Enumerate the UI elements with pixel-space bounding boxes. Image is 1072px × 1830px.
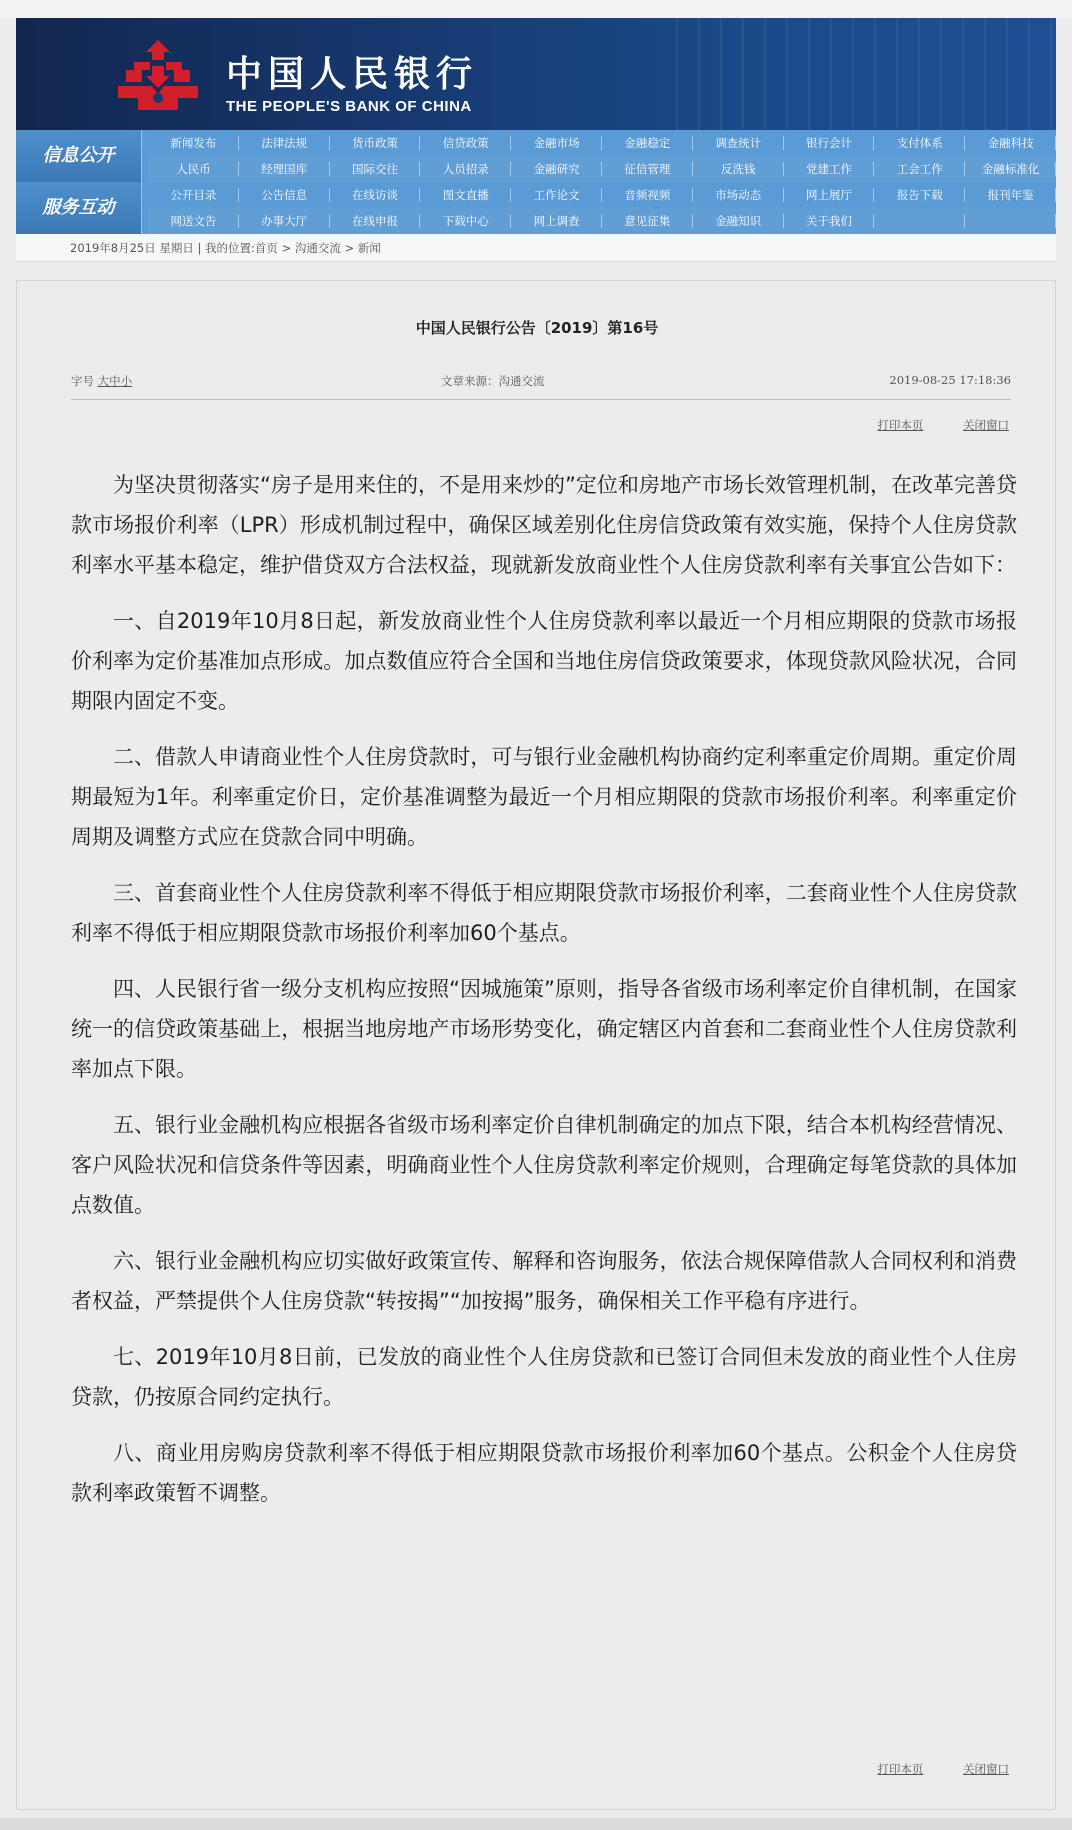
nav-item[interactable]: 金融知识 [693,208,784,234]
nav-item[interactable]: 音频视频 [602,182,693,208]
article-date: 2019-08-25 17:18:36 [889,373,1011,387]
nav-item[interactable]: 网送文告 [148,208,239,234]
main-navigation [16,130,1056,234]
nav-item[interactable]: 金融研究 [511,156,602,182]
font-size-medium-link[interactable]: 中 [109,374,121,388]
article-paragraph: 八、商业用房购房贷款利率不得低于相应期限贷款市场报价利率加60个基点。公积金个人住房贷款利率政策暂不调整。 [71,1441,1017,1505]
nav-item[interactable]: 市场动态 [693,182,784,208]
nav-item[interactable]: 金融标准化 [965,156,1056,182]
article-body [71,465,1017,1529]
nav-item[interactable]: 党建工作 [784,156,875,182]
nav-grid [148,130,1056,234]
nav-item[interactable]: 报刊年鉴 [965,182,1056,208]
nav-empty-cell [874,208,965,234]
nav-item[interactable]: 经理国库 [239,156,330,182]
nav-item[interactable]: 公开目录 [148,182,239,208]
font-size-small-link[interactable]: 小 [120,374,133,388]
breadcrumb: 2019年8月25日 星期日 | 我的位置:首页 > 沟通交流 > 新闻 [16,234,1056,262]
font-size-switcher [71,373,132,389]
nav-item[interactable]: 关于我们 [784,208,875,234]
nav-item[interactable]: 法律法规 [239,130,330,156]
nav-empty-cell [965,208,1056,234]
site-banner [16,18,1056,130]
meta-divider [71,399,1011,400]
article-paragraph: 一、自2019年10月8日起，新发放商业性个人住房贷款利率以最近一个月相应期限的贷款市场报价利率为定价基准加点形成。加点数值应符合全国和当地住房信贷政策要求，体现贷款风险状况，合同期限内固定不变。 [71,609,1017,713]
nav-item[interactable]: 银行会计 [784,130,875,156]
nav-item[interactable]: 报告下载 [874,182,965,208]
pboc-logo-icon [112,36,204,114]
nav-item[interactable]: 公告信息 [239,182,330,208]
nav-item[interactable]: 网上展厅 [784,182,875,208]
close-window-link[interactable]: 关闭窗口 [963,1762,1009,1776]
nav-section-label-service: 服务互动 [16,182,142,234]
article-paragraph: 七、2019年10月8日前，已发放的商业性个人住房贷款和已签订合同但未发放的商业性个人住房贷款，仍按原合同约定执行。 [71,1345,1017,1409]
article-title: 中国人民银行公告〔2019〕第16号 [415,319,659,337]
nav-item[interactable]: 网上调查 [511,208,602,234]
top-strip [0,0,1072,18]
nav-item[interactable]: 人员招录 [420,156,511,182]
print-page-link[interactable]: 打印本页 [877,418,924,432]
font-size-prefix: 字号 [71,374,94,388]
nav-item[interactable]: 意见征集 [602,208,693,234]
nav-item[interactable]: 在线访谈 [330,182,421,208]
nav-item[interactable]: 国际交往 [330,156,421,182]
article-paragraph: 四、人民银行省一级分支机构应按照“因城施策”原则，指导各省级市场利率定价自律机制，在国家统一的信贷政策基础上，根据当地房地产市场形势变化，确定辖区内首套和二套商业性个人住房贷款利率加点下限。 [71,977,1017,1081]
nav-item[interactable]: 反洗钱 [693,156,784,182]
nav-item[interactable]: 在线申报 [330,208,421,234]
nav-item[interactable]: 金融科技 [965,130,1056,156]
bottom-strip [0,1818,1072,1830]
article-paragraph: 三、首套商业性个人住房贷款利率不得低于相应期限贷款市场报价利率，二套商业性个人住房贷款利率不得低于相应期限贷款市场报价利率加60个基点。 [71,881,1017,945]
nav-item[interactable]: 金融市场 [511,130,602,156]
bank-name-cn: 中国人民银行 [226,53,479,95]
nav-item[interactable]: 征信管理 [602,156,693,182]
nav-item[interactable]: 工会工作 [874,156,965,182]
nav-item[interactable]: 办事大厅 [239,208,330,234]
print-page-link[interactable]: 打印本页 [877,1762,924,1776]
nav-item[interactable]: 图文直播 [420,182,511,208]
article-paragraph: 二、借款人申请商业性个人住房贷款时，可与银行业金融机构协商约定利率重定价周期。重定价周期最短为1年。利率重定价日，定价基准调整为最近一个月相应期限的贷款市场报价利率。利率重定价周期及调整方式应在贷款合同中明确。 [71,745,1017,849]
article-actions-top [841,417,1009,433]
article-panel [16,280,1056,1810]
nav-item[interactable]: 金融稳定 [602,130,693,156]
article-paragraph: 为坚决贯彻落实“房子是用来住的，不是用来炒的”定位和房地产市场长效管理机制，在改革完善贷款市场报价利率（LPR）形成机制过程中，确保区域差别化住房信贷政策有效实施，保持个人住房贷款利率水平基本稳定，维护借贷双方合法权益，现就新发放商业性个人住房贷款利率有关事宜公告如下： [71,473,1017,577]
nav-item[interactable]: 人民币 [148,156,239,182]
nav-item[interactable]: 信贷政策 [420,130,511,156]
article-source: 文章来源：沟通交流 [441,374,545,388]
nav-item[interactable]: 调查统计 [693,130,784,156]
nav-item[interactable]: 下载中心 [420,208,511,234]
bank-name-en: THE PEOPLE'S BANK OF CHINA [226,98,472,115]
close-window-link[interactable]: 关闭窗口 [963,418,1009,432]
font-size-large-link[interactable]: 大 [97,374,110,388]
article-paragraph: 五、银行业金融机构应根据各省级市场利率定价自律机制确定的加点下限，结合本机构经营情况、客户风险状况和信贷条件等因素，明确商业性个人住房贷款利率定价规则，合理确定每笔贷款的具体加点数值。 [71,1113,1017,1217]
nav-item[interactable]: 货币政策 [330,130,421,156]
nav-section-label-info: 信息公开 [16,130,142,182]
nav-item[interactable]: 支付体系 [874,130,965,156]
article-paragraph: 六、银行业金融机构应切实做好政策宣传、解释和咨询服务，依法合规保障借款人合同权利和消费者权益，严禁提供个人住房贷款“转按揭”“加按揭”服务，确保相关工作平稳有序进行。 [71,1249,1017,1313]
nav-item[interactable]: 新闻发布 [148,130,239,156]
nav-item[interactable]: 工作论文 [511,182,602,208]
article-meta [71,373,1011,395]
article-actions-bottom [841,1761,1009,1777]
